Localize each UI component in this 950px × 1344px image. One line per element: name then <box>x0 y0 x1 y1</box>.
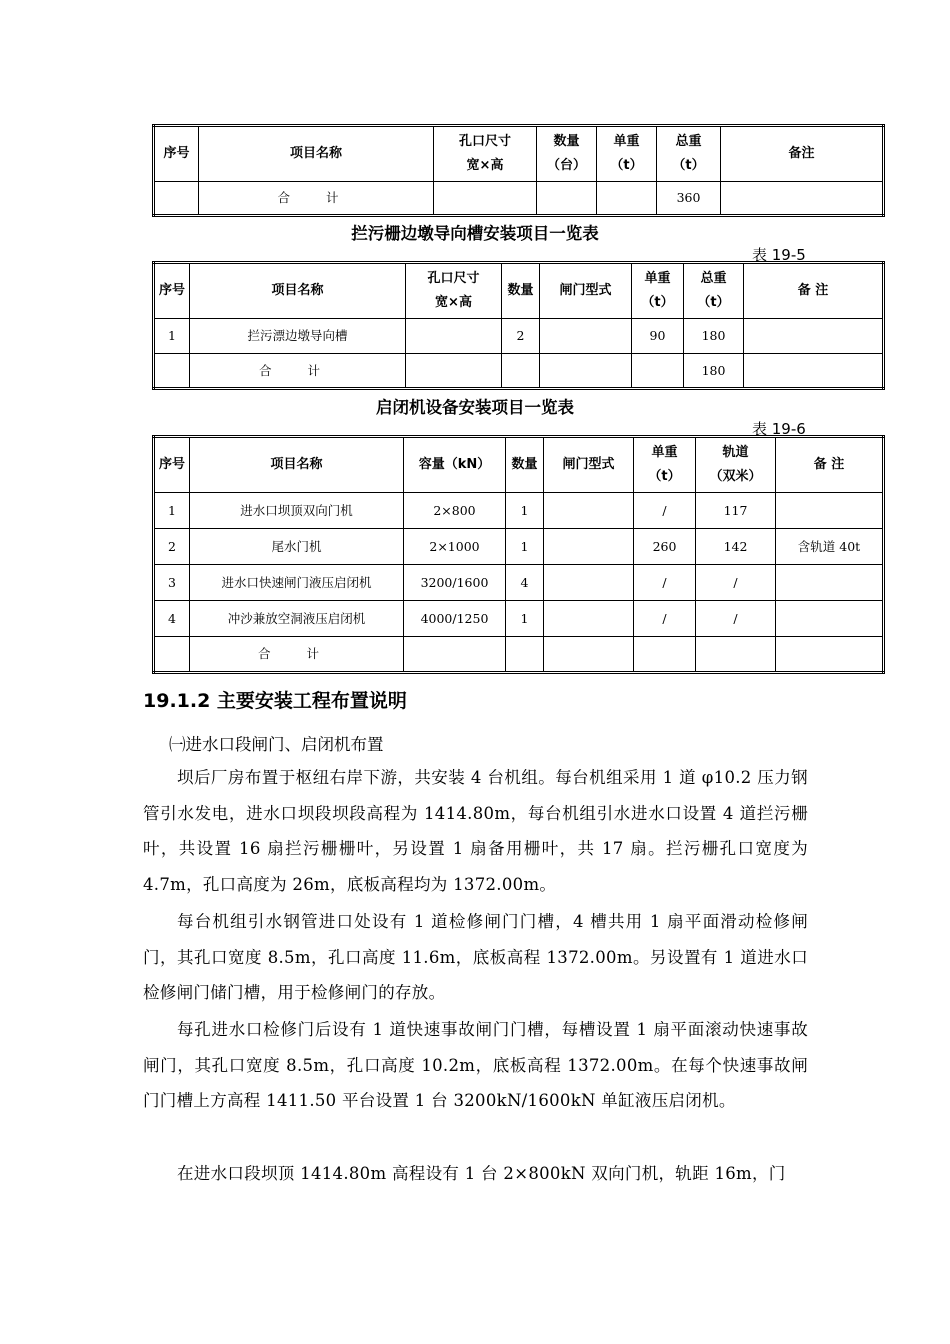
col-size-header: 孔口尺寸 宽×高 <box>434 126 537 182</box>
col-seq-header: 序号 <box>154 263 190 319</box>
table-19-5-title: 拦污栅边墩导向槽安装项目一览表 <box>351 224 599 243</box>
col-size-header: 孔口尺寸 宽×高 <box>406 263 502 319</box>
previous-table <box>152 124 885 217</box>
table-19-5-number: 表 19-5 <box>752 246 806 264</box>
col-gate-type-header: 闸门型式 <box>540 263 632 319</box>
col-unit-weight-header: 单重 （t） <box>632 263 684 319</box>
col-unit-weight-header: 单重 （t） <box>597 126 657 182</box>
col-unit-weight-header: 单重 （t） <box>634 437 696 493</box>
paragraph: 坝后厂房布置于枢纽右岸下游，共安装 4 台机组。每台机组采用 1 道 φ10.2 压力钢管引水发电，进水口坝段坝段高程为 1414.80m，每台机组引水进水口设置 4 道拦污栅叶，共设置 16 扇拦污栅栅叶，另设置 1 扇备用栅叶，共 17 扇。拦污栅孔口宽度为 4.7m，孔口高度为 26m，底板高程均为 1372.00m。 <box>143 768 808 894</box>
col-qty-header: 数量 <box>506 437 544 493</box>
col-seq-header: 序号 <box>154 437 190 493</box>
table-row: 1 进水口坝顶双向门机 2×800 1 / 117 <box>154 493 884 529</box>
col-capacity-header: 容量（kN） <box>404 437 506 493</box>
subsection-heading: ㈠进水口段闸门、启闭机布置 <box>169 735 384 754</box>
total-weight: 180 <box>684 354 744 389</box>
table-row: 2 尾水门机 2×1000 1 260 142 含轨道 40t <box>154 529 884 565</box>
paragraph: 每台机组引水钢管进口处设有 1 道检修闸门门槽，4 槽共用 1 扇平面滑动检修闸门，其孔口宽度 8.5m，孔口高度 11.6m，底板高程 1372.00m。另设置有 1 道进水口检修闸门储门槽，用于检修闸门的存放。 <box>143 912 808 1002</box>
total-weight: 360 <box>657 182 721 216</box>
paragraph: 在进水口段坝顶 1414.80m 高程设有 1 台 2×800kN 双向门机，轨距 16m，门 <box>177 1164 786 1183</box>
total-label: 合 计 <box>199 182 434 216</box>
col-remark-header: 备 注 <box>744 263 884 319</box>
paragraph: 每孔进水口检修门后设有 1 道快速事故闸门门槽，每槽设置 1 扇平面滚动快速事故闸门，其孔口宽度 8.5m，孔口高度 10.2m，底板高程 1372.00m。在每个快速事故闸门门槽上方高程 1411.50 平台设置 1 台 3200kN/1600kN 单缸液压启闭机。 <box>143 1020 808 1110</box>
total-label: 合 计 <box>190 637 404 673</box>
col-remark-header: 备注 <box>721 126 884 182</box>
table-19-6-number: 表 19-6 <box>752 420 806 438</box>
table-row: 1 拦污漂边墩导向槽 2 90 180 <box>154 319 884 354</box>
col-name-header: 项目名称 <box>190 263 406 319</box>
col-gate-type-header: 闸门型式 <box>544 437 634 493</box>
table-19-5 <box>152 261 885 390</box>
col-total-weight-header: 总重 （t） <box>657 126 721 182</box>
total-row <box>154 182 884 216</box>
col-name-header: 项目名称 <box>190 437 404 493</box>
total-row <box>154 637 884 673</box>
col-seq-header: 序号 <box>154 126 199 182</box>
table-19-6-title: 启闭机设备安装项目一览表 <box>376 398 574 417</box>
col-qty-header: 数量 （台） <box>537 126 597 182</box>
col-track-header: 轨道 （双米） <box>696 437 776 493</box>
table-row: 3 进水口快速闸门液压启闭机 3200/1600 4 / / <box>154 565 884 601</box>
table-row: 4 冲沙兼放空洞液压启闭机 4000/1250 1 / / <box>154 601 884 637</box>
total-row <box>154 354 884 389</box>
col-name-header: 项目名称 <box>199 126 434 182</box>
total-label: 合 计 <box>190 354 406 389</box>
col-total-weight-header: 总重 （t） <box>684 263 744 319</box>
col-remark-header: 备 注 <box>776 437 884 493</box>
section-heading: 19.1.2 主要安装工程布置说明 <box>143 690 407 712</box>
table-19-6 <box>152 435 885 674</box>
col-qty-header: 数量 <box>502 263 540 319</box>
